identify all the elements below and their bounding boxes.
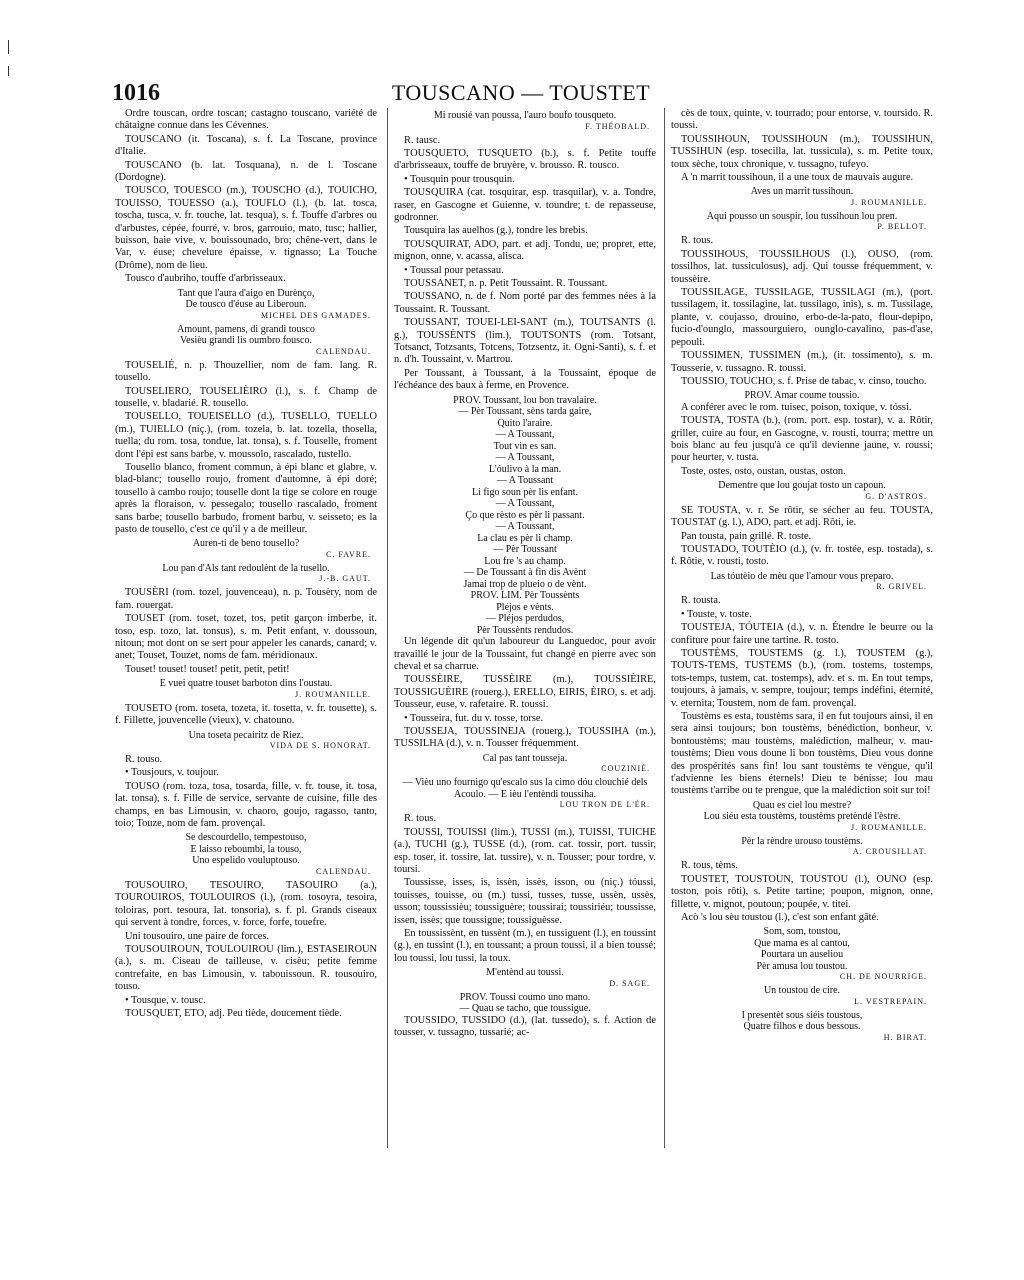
- citation-verse: [671, 571, 933, 583]
- entry-text: • Touste, v. toste.: [681, 608, 752, 620]
- verse-line: — Pèr Toussant: [493, 544, 557, 556]
- dictionary-entry: [394, 187, 656, 224]
- verse-line: — De Toussant à fin dis Avènt: [463, 567, 587, 579]
- entry-text: TOUSELIÉ, n. p. Thouzellier, nom de fam. lang. R. tousello.: [115, 359, 377, 384]
- dictionary-entry: [671, 609, 933, 621]
- verse-line: Quatre filhos e dous bessous.: [743, 1021, 861, 1033]
- verse-line: Som, som, toustou,: [763, 926, 841, 938]
- entry-text: TOUSELIERO, TOUSELIÈIRO (l.), s. f. Champ de touselle, v. bladarié. R. tousello.: [115, 385, 377, 409]
- dictionary-entry: [115, 880, 377, 930]
- dictionary-entry: [671, 531, 933, 543]
- citation-verse: [671, 211, 933, 223]
- citation-verse: [671, 800, 933, 823]
- entry-text: R. tous.: [404, 813, 437, 825]
- entry-text: TOUSOUIROUN, TOULOUIROU (lim.), ESTASEIROUN (a.), s. m. Ciseau de tailleuse, v. cisèu; petite femme contrefaite, en bas Limousin, v. tabouissoun. R. tousouiro, touso.: [115, 944, 377, 993]
- verse-line: Amount, pamens, di grandi tousco: [177, 323, 315, 335]
- entry-text: TOUSQUIRA (cat. tosquirar, esp. trasquilar), v. a. Tondre, raser, en Gascogne et Guienne, v. toundre; t. de repasseuse, godronner.: [394, 187, 656, 223]
- citation-source: F. THÉOBALD.: [585, 121, 650, 131]
- dictionary-entry: [115, 613, 377, 663]
- entry-text: • Tousque, v. tousc.: [125, 994, 206, 1006]
- entry-text: TOUSCO, TOUESCO (m.), TOUSCHO (d.), TOUICHO, TOUISSO, TOUESSO (a.), TOUFLO (l.), (b. lat. tosca, toscha, tusca, v. fr. touche, lat. tesqua), s. f. Touffe d'arbres ou d'arbustes, cépée, fourré, v. bros, garrouio, mato, tusc; hallier, buisson, haie vive, v. bouissounado, bro; chêne-vert, dans le Var, v. éuse; chevelure épaisse, v. tignasso; La Touche (Drôme), nom de lieu.: [115, 185, 377, 271]
- page-header: [112, 80, 930, 110]
- verse-line: Que mama es al cantou,: [754, 937, 850, 949]
- dictionary-entry: [115, 386, 377, 411]
- running-head: TOUSCANO — TOUSTET: [391, 80, 651, 105]
- dictionary-entry: [394, 291, 656, 316]
- entry-text: cès de toux, quinte, v. tourrado; pour entorse, v. toursido. R. toussi.: [671, 108, 933, 132]
- verse-line: Pourtara un auseliou: [760, 949, 844, 961]
- dictionary-entry: [115, 108, 377, 133]
- citation-source: J. ROUMANILLE.: [851, 197, 927, 207]
- verse-line: Pléjos e vènts.: [496, 601, 554, 613]
- verse-line: — Vièu uno fournigo qu'escalo sus la cimo dóu clouchié dels Acoulo. — E ièu l'entèndi toussiha.: [402, 777, 648, 800]
- dictionary-entry: [394, 265, 656, 277]
- verse-line: Mi rousié van poussa, l'auro boufo tousqueto.: [433, 110, 617, 121]
- dictionary-entry: [115, 995, 377, 1007]
- entry-text: Tousco d'aubriho, touffe d'arbrisseaux.: [125, 273, 286, 285]
- citation-verse: [115, 678, 377, 690]
- citation-source: VIDA DE S. HONORAT.: [269, 741, 371, 751]
- dictionary-entry: [671, 595, 933, 607]
- dictionary-entry: [394, 317, 656, 367]
- entry-text: Ordre touscan, ordre toscan; castagno touscano, variété de châtaigne connue dans les Cévennes.: [115, 108, 377, 132]
- verse-line: — A Toussant,: [495, 498, 555, 510]
- entry-text: Un légende dit qu'un laboureur du Languedoc, pour avoir travaillé le jour de la Toussaint, fut changé en pierre avec son cheval et sa charrue.: [394, 636, 656, 672]
- citation-source: P. BELLOT.: [877, 222, 927, 232]
- verse-line: Dementre que lou goujat tosto un capoun.: [718, 480, 886, 492]
- entry-text: TOUSSIHOUS, TOUSSILHOUS (l.), OUSO, (rom. tossilhos, lat. tussiculosus), adj. Qui tousse fréquemment, v. toussèire.: [671, 248, 933, 285]
- verse-line: — Pléjos perdudos,: [485, 613, 565, 625]
- citation-verse: [671, 926, 933, 972]
- citation-source: CH. DE NOURRIGE.: [839, 972, 927, 982]
- verse-line: — A Toussant: [496, 475, 554, 487]
- citation-source: MICHEL DES GAMADES.: [260, 310, 371, 320]
- column-3: [671, 108, 933, 1188]
- citation-verse: [115, 324, 377, 347]
- verse-line: Pèr la rèndre urouso toustèms.: [741, 835, 863, 847]
- dictionary-entry: [671, 287, 933, 349]
- dictionary-entry: [394, 135, 656, 147]
- verse-line: La clau es pèr li champ.: [477, 532, 573, 544]
- citation-verse: [671, 836, 933, 848]
- verse-line: Li figo soun pèr lis enfant.: [471, 486, 579, 498]
- entry-text: TOUSSANT, TOUEI-LEI-SANT (m.), TOUTSANTS (l. g.), TOUSSÈNTS (lim.), TOUTSONTS (rom. Totsant, Totsanct, Totzsants, Totcens, Totzsentz, it. Ogni-Santi), s. f. et n. d'h. Toussaint, v. Martrou.: [394, 317, 656, 366]
- verse-line: — A Toussant,: [495, 452, 555, 464]
- entry-text: TOUSSANO, n. de f. Nom porté par des femmes nées à la Toussaint. R. Toussant.: [394, 291, 656, 315]
- entry-text: Tousquira las auelhos (g.), tondre les brebis.: [404, 225, 588, 237]
- dictionary-entry: [394, 278, 656, 290]
- citation-source: R. GRIVEL.: [876, 582, 927, 592]
- verse-line: Auren-ti de beno tousello?: [192, 538, 300, 550]
- dictionary-entry: [394, 174, 656, 186]
- margin-mark-bottom: [8, 66, 9, 76]
- verse-line: L'óulivo à la man.: [488, 463, 562, 475]
- entry-text: Tousello blanco, froment commun, à épi blanc et glabre, v. blad-blanc; tousello roujo, froment d'automne, à épi doré; tousello à cambo roujo; touselle dont la tige se colore en rouge après la floraison, v. pessegalo; tousello rascalado, froment sans barbe; tousello barbudo, froment barbu, v. seisseto; es la pasto de tousello, c'est ce qu'il y a de meilleur.: [115, 461, 377, 535]
- entry-text: A conférer avec le rom. tuisec, poison, toxique, v. tóssi.: [681, 401, 912, 413]
- citation-source: CALENDAU.: [316, 866, 371, 876]
- entry-text: R. tous, tèms.: [681, 860, 738, 872]
- citation-source: L. VESTREPAIN.: [854, 996, 927, 1006]
- dictionary-entry: [115, 1008, 377, 1020]
- verse-line: — Pèr Toussant, sèns tarda gaire,: [458, 406, 592, 418]
- dictionary-entry: [671, 172, 933, 184]
- entry-text: TOUSQUETO, TUSQUETO (b.), s. f. Petite touffe d'arbrisseaux, touffe de bruyère, v. brousso. R. touscο.: [394, 147, 656, 172]
- entry-text: TOUSTÈMS, TOUSTEMS (g. l.), TOUSTEM (g.), TOUTS-TEMS, TUSTEMS (b.), (rom. tostems, tostemps, tots-temps, tustem, cat. tostemps), adv. et s. m. En tout temps, toujours, à jamais, v. sempre, toujour; temps indéfini, éternité, v. eternita; Toustem, nom de fam. provençal.: [671, 647, 933, 709]
- citation-verse: [115, 288, 377, 311]
- dictionary-entry: [394, 1015, 656, 1040]
- verse-line: E vuei quatre touset barboton dins l'oustau.: [159, 678, 333, 690]
- verse-line: PROV. LIM. Pèr Toussènts: [470, 590, 580, 602]
- entry-text: Touset! touset! touset! petit, petit, petit!: [125, 663, 290, 675]
- column-rule: [664, 108, 665, 1148]
- verse-line: Cal pas tant tousseja.: [482, 752, 568, 764]
- citation-verse: [115, 538, 377, 550]
- citation-verse: [115, 832, 377, 867]
- dictionary-entry: [394, 713, 656, 725]
- entry-text: • Tousjours, v. toujour.: [125, 767, 219, 779]
- entry-text: R. tousta.: [681, 595, 721, 607]
- dictionary-entry: [394, 636, 656, 673]
- dictionary-entry: [394, 928, 656, 965]
- entry-text: TOUSSILAGE, TUSSILAGE, TUSSILAGI (m.), (port. tussilagem, it. tossilagine, lat. tussilago, inis), s. m. Tussilage, plante, v. coujasso, drouino, erbo-de-la-pato, flour-depipo, fucio-d'ounglo, massourguiero, ounglo-cavalino, pas-d'ase, pepouli.: [671, 287, 933, 348]
- dictionary-entry: [671, 622, 933, 647]
- verse-line: Las tóutèio de mèu que l'amour vous preparo.: [710, 570, 894, 582]
- citation-source: C. FAVRE.: [326, 549, 371, 559]
- dictionary-entry: [394, 674, 656, 711]
- verse-line: — Quau se tacho, que toussigue.: [459, 1003, 591, 1015]
- dictionary-entry: [115, 754, 377, 766]
- dictionary-entry: [671, 466, 933, 478]
- dictionary-entry: [115, 411, 377, 461]
- dictionary-entry: [394, 148, 656, 173]
- dictionary-entry: [115, 160, 377, 185]
- citation-verse: [394, 110, 656, 122]
- verse-line: PROV. Amar coume toussio.: [744, 390, 860, 402]
- dictionary-entry: [671, 544, 933, 569]
- citation-verse: [671, 480, 933, 492]
- column-rule: [387, 108, 388, 1148]
- dictionary-entry: [671, 235, 933, 247]
- verse-line: Una toseta pecairitz de Riez.: [188, 729, 304, 741]
- page-number: 1016: [112, 80, 160, 106]
- citation-source: COUZINIÉ.: [601, 764, 650, 774]
- citation-source: H. BIRAT.: [883, 1032, 927, 1042]
- entry-text: TOUSSÈIRE, TUSSÈIRE (m.), TOUSSIÈIRE, TOUSSIGUÈIRE (rouerg.), ERELLO, EIRIS, ÈIRO, s. et adj. Tousseur, euse, v. rafetaire. R. toussi.: [394, 674, 656, 711]
- dictionary-entry: [115, 931, 377, 943]
- column-1: [115, 108, 377, 1188]
- dictionary-entry: [115, 944, 377, 994]
- verse-line: Quito l'araire.: [497, 417, 553, 429]
- citation-source: D. SAGE.: [609, 978, 650, 988]
- entry-text: TOUSSEJA, TOUSSINEJA (rouerg.), TOUSSIHA (m.), TUSSILHA (d.), v. n. Tousser fréquemment.: [394, 725, 656, 750]
- dictionary-entry: [671, 402, 933, 414]
- verse-line: Ço que rèsto es pèr li passant.: [465, 509, 585, 521]
- dictionary-entry: [671, 874, 933, 911]
- dictionary-entry: [671, 505, 933, 530]
- entry-text: • Tousseira, fut. du v. tosse, torse.: [404, 712, 544, 724]
- entry-text: • Toussal pour petassau.: [404, 264, 504, 276]
- entry-text: TOUSELLO, TOUEISELLO (d.), TUSELLO, TUELLO (m.), TUIELLO (niç.), (rom. tozela, b. lat. tozella, thosella, tuella; du rom. tosa, tondue, lat. tonsa), s. f. Touselle, froment dont l'épi est sans barbe, v. moussolo, rascalado, tustello.: [115, 411, 377, 460]
- citation-verse: [394, 777, 656, 800]
- entry-text: TOUSTADO, TOUTÈIO (d.), (v. fr. tostée, esp. tostada), s. f. Rôtie, v. rousti, tosto.: [671, 543, 933, 568]
- verse-line: Tout vin es san.: [493, 440, 557, 452]
- dictionary-entry: [671, 249, 933, 286]
- dictionary-entry: [671, 350, 933, 375]
- citation-verse: [671, 985, 933, 997]
- verse-line: M'entènd au toussi.: [486, 967, 564, 979]
- dictionary-entry: [394, 726, 656, 751]
- verse-line: Se descourdello, tempestouso,: [185, 832, 307, 844]
- citation-verse: [671, 186, 933, 198]
- verse-line: PROV. Toussi coumo uno mano.: [459, 991, 591, 1003]
- entry-text: TOUSCANO (b. lat. Tosquana), n. de l. Toscane (Dordogne).: [115, 159, 377, 184]
- verse-line: Vesièu grandi lis oumbro fousco.: [180, 335, 312, 347]
- citation-source: CALENDAU.: [316, 346, 371, 356]
- entry-text: TOUSCANO (it. Toscana), s. f. La Toscane, province d'Italie.: [115, 133, 377, 158]
- entry-text: TOUSSIO, TOUCHO, s. f. Prise de tabac, v. cinso, toucho.: [681, 375, 927, 387]
- citation-verse: [394, 753, 656, 765]
- dictionary-entry: [115, 767, 377, 779]
- column-2: [394, 108, 656, 1188]
- dictionary-entry: [671, 134, 933, 171]
- dictionary-entry: [394, 225, 656, 237]
- entry-text: TOUSQUIRAT, ADO, part. et adj. Tondu, ue; propret, ette, mignon, onne, v. acassa, alisca.: [394, 238, 656, 263]
- dictionary-entry: [394, 827, 656, 877]
- verse-line: Quau es ciel lou mestre?: [752, 799, 852, 811]
- verse-line: Pèr amusa lou toustou.: [756, 960, 848, 972]
- dictionary-entry: [671, 711, 933, 798]
- dictionary-entry: [115, 587, 377, 612]
- citation-verse: [671, 390, 933, 402]
- verse-line: Aves un marrit tussihoun.: [750, 186, 854, 198]
- margin-mark-top: [8, 40, 9, 54]
- dictionary-entry: [671, 415, 933, 465]
- verse-line: — A Toussant,: [495, 429, 555, 441]
- verse-line: E laisso reboumbi, la touso,: [190, 843, 302, 855]
- citation-source: LOU TRON DE L'ÈR.: [559, 800, 650, 810]
- dictionary-entry: [671, 648, 933, 710]
- verse-line: Lou pan d'Als tant redoulènt de la tusello.: [162, 562, 330, 574]
- entry-text: TOUSSANET, n. p. Petit Toussaint. R. Toussant.: [404, 277, 608, 289]
- entry-text: TOUSSIMEN, TUSSIMEN (m.), (it. tossimento), s. m. Tousserie, v. tussagno. R. toussi.: [671, 350, 933, 374]
- dictionary-entry: [115, 185, 377, 272]
- entry-text: R. touso.: [125, 754, 163, 766]
- entry-text: En toussissènt, en tussènt (m.), en tussiguent (l.), en toussint (g.), en tussint (l.), en toussant; a proun toussi, il a bien toussé; lou toussi, lou tussi, la toux.: [394, 927, 656, 964]
- verse-line: Pèr Toussènts rendudos.: [476, 624, 574, 636]
- entry-text: A 'n marrit toussihoun, il a une toux de mauvais augure.: [681, 172, 914, 184]
- entry-text: R. tous.: [681, 235, 714, 247]
- citation-source: J. ROUMANILLE.: [851, 822, 927, 832]
- citation-verse: [394, 992, 656, 1015]
- entry-text: TOUSETO (rom. toseta, tozeta, it. tosetta, v. fr. tousette), s. f. Fillette, jouvencelle (vieux), v. chatouno.: [115, 702, 377, 727]
- entry-text: TOUSQUET, ETO, adj. Peu tiède, doucement tiède.: [125, 1008, 342, 1020]
- entry-text: TOUSSIHOUN, TOUSSIHOUN (m.), TOUSSIHUN, TUSSIHUN (esp. toseсilla, lat. tussicula), s. m. Petite toux, toux sèche, toux chronique, v. tussagno, tufeyo.: [671, 133, 933, 170]
- dictionary-entry: [394, 368, 656, 393]
- dictionary-entry: [115, 134, 377, 159]
- verse-line: De tousco d'éuse au Liberoun.: [185, 299, 307, 311]
- dictionary-entry: [394, 239, 656, 264]
- citation-verse: [394, 395, 656, 637]
- dictionary-entry: [671, 108, 933, 133]
- entry-text: Uni tousouiro, une paire de forces.: [125, 930, 269, 942]
- entry-text: TOUSTEJA, TÓUTEIA (d.), v. n. Étendre le beurre ou la confiture pour faire une tartine. R. tosto.: [671, 622, 933, 646]
- entry-text: TOUSTET, TOUSTOUN, TOUSTOU (l.), OUNO (esp. toston, pois rôti), s. Petite tartine; poupon, mignon, onne, fillette, v. mignot, poutoun; poupée, v. titei.: [671, 873, 933, 910]
- dictionary-entry: [671, 860, 933, 872]
- verse-line: Uno espelido vouluptouso.: [192, 855, 300, 867]
- dictionary-entry: [394, 877, 656, 927]
- dictionary-entry: [115, 781, 377, 831]
- dictionary-entry: [115, 360, 377, 385]
- verse-line: I presentèt sous siéis toustous,: [741, 1009, 863, 1021]
- verse-line: Lou fre 's au champ.: [484, 555, 566, 567]
- dictionary-entry: [115, 273, 377, 285]
- dictionary-entry: [115, 703, 377, 728]
- citation-source: A. CROUSILLAT.: [852, 847, 927, 857]
- entry-text: Toste, ostes, osto, oustan, oustas, oston.: [681, 465, 846, 477]
- verse-line: Lou siéu esta toustèms, toustèms pretèndé l'èstre.: [703, 811, 901, 823]
- verse-line: — A Toussant,: [495, 521, 555, 533]
- dictionary-entry: [671, 912, 933, 924]
- verse-line: Jamai trop de plueio o de vènt.: [463, 578, 587, 590]
- citation-verse: [671, 1010, 933, 1033]
- entry-text: TOUSET (rom. toset, tozet, tos, petit garçon imberbe, it. toso, esp. tozo, lat. tonsus), s. m. Petit enfant, v. doussoun, nitoun; mot dont on se sert pour appeler les canards, canard; v. anet; Touset, Touzet, noms de fam. méridionaux.: [115, 613, 377, 662]
- entry-text: • Tousquin pour trousquin.: [404, 173, 515, 185]
- entry-text: TOUSÈRI (rom. tozel, jouvenceau), n. p. Tousèry, nom de fam. rouergat.: [115, 587, 377, 611]
- dictionary-entry: [115, 664, 377, 676]
- verse-line: Tant que l'aura d'aigo en Durènço,: [177, 287, 315, 299]
- entry-text: TOUSSIDO, TUSSIDO (d.), (lat. tussedo), s. f. Action de tousser, v. tussagno, tussarié; ac-: [394, 1014, 656, 1039]
- entry-text: TOUSOUIRO, TESOUIRO, TASOUIRO (a.), TOUROUIROS, TOULOUIROS (l.), (rom. tosoyra, tesoira, toloiras, port. tesoura, lat. tonsoria), s. f. pl. Grands ciseaux qui servent à tondre, forces, v. force, forfe, touefre.: [115, 879, 377, 929]
- verse-line: Aqui pousso un souspir, lou tussihoun lou pren.: [706, 210, 898, 222]
- entry-text: Pan tousta, pain grillé. R. toste.: [681, 530, 812, 542]
- verse-line: PROV. Toussant, lou bon travalaire.: [453, 394, 597, 406]
- entry-text: TOUSSI, TOUISSI (lim.), TUSSI (m.), TUISSI, TUICHE (a.), TUCHI (g.), TUSSE (d.), (rom. cat. tossir, port. tussir, esp. toser, it. tossire, lat. tussire), v. n. Tousser; pour tordre, v. toursi.: [394, 826, 656, 875]
- entry-text: Acò 's lou sèu toustou (l.), c'est son enfant gâté.: [681, 911, 879, 923]
- citation-source: J. ROUMANILLE.: [295, 689, 371, 699]
- citation-verse: [115, 730, 377, 742]
- citation-source: J.-B. GAUT.: [319, 574, 371, 584]
- entry-text: TOUSO (rom. toza, tosa, tosarda, fille, v. fr. touse, it. tosa, lat. tonsa), s. f. Fille de service, servante de cuisine, fille des champs, en bas Limousin, v. chaoro, goujo, ragasso, tanto, toio; Touze, nom de fam. provençal.: [115, 780, 377, 830]
- dictionary-entry: [394, 813, 656, 825]
- entry-text: Toussisse, isses, is, issèn, issès, isson, ou (niç.) tóussi, touisses, touisse, ou (m.) tussi, tusses, tusse, ussèn, ussès, usson; toussissièu; toussiguère; toussirai; toussiriéu; toussisse, issen, issès; que toussigue; toussiguèsse.: [394, 877, 656, 926]
- citation-verse: [394, 967, 656, 979]
- verse-line: Un toustou de cire.: [763, 985, 841, 997]
- entry-text: Toustèms es esta, toustèms sara, il en fut toujours ainsi, il en sera ainsi toujours; bon toustèms, bénédiction, bonheur, v. bontoustèms; mau toustèms, malédiction, malheur, v. mau-toustèms; Dieu vous doune li bon toustèms, Dieu vous donne des prospérités sans fin! lou sant toustèms te vèngue, qu'il t'advienne les biens éternels! Dieu te bénisse; lou mau toustèms t'arribe ou te prengue, que la malédiction soit sur toi!: [671, 710, 933, 797]
- entry-text: TOUSTA, TOSTA (b.), (rom. port. esp. tostar), v. a. Rôtir, griller, cuire au four, en Gascogne, v. rousti, tourra; mettre un bois blanc au feu jusqu'à ce qu'il devienne jaune, v. roussi; pour heurter, v. tusta.: [671, 415, 933, 464]
- citation-source: G. D'ASTROS.: [865, 491, 927, 501]
- entry-text: Per Toussant, à Toussant, à la Toussaint, époque de l'échéance des baux à ferme, en Provence.: [394, 367, 656, 392]
- entry-text: SE TOUSTA, v. r. Se rôtir, se sécher au feu. TOUSTA, TOUSTAT (g. l.), ADO, part. et adj. Rôti, ie.: [671, 504, 933, 529]
- dictionary-entry: [671, 376, 933, 388]
- dictionary-entry: [115, 462, 377, 536]
- citation-verse: [115, 563, 377, 575]
- entry-text: R. tausc.: [404, 134, 441, 146]
